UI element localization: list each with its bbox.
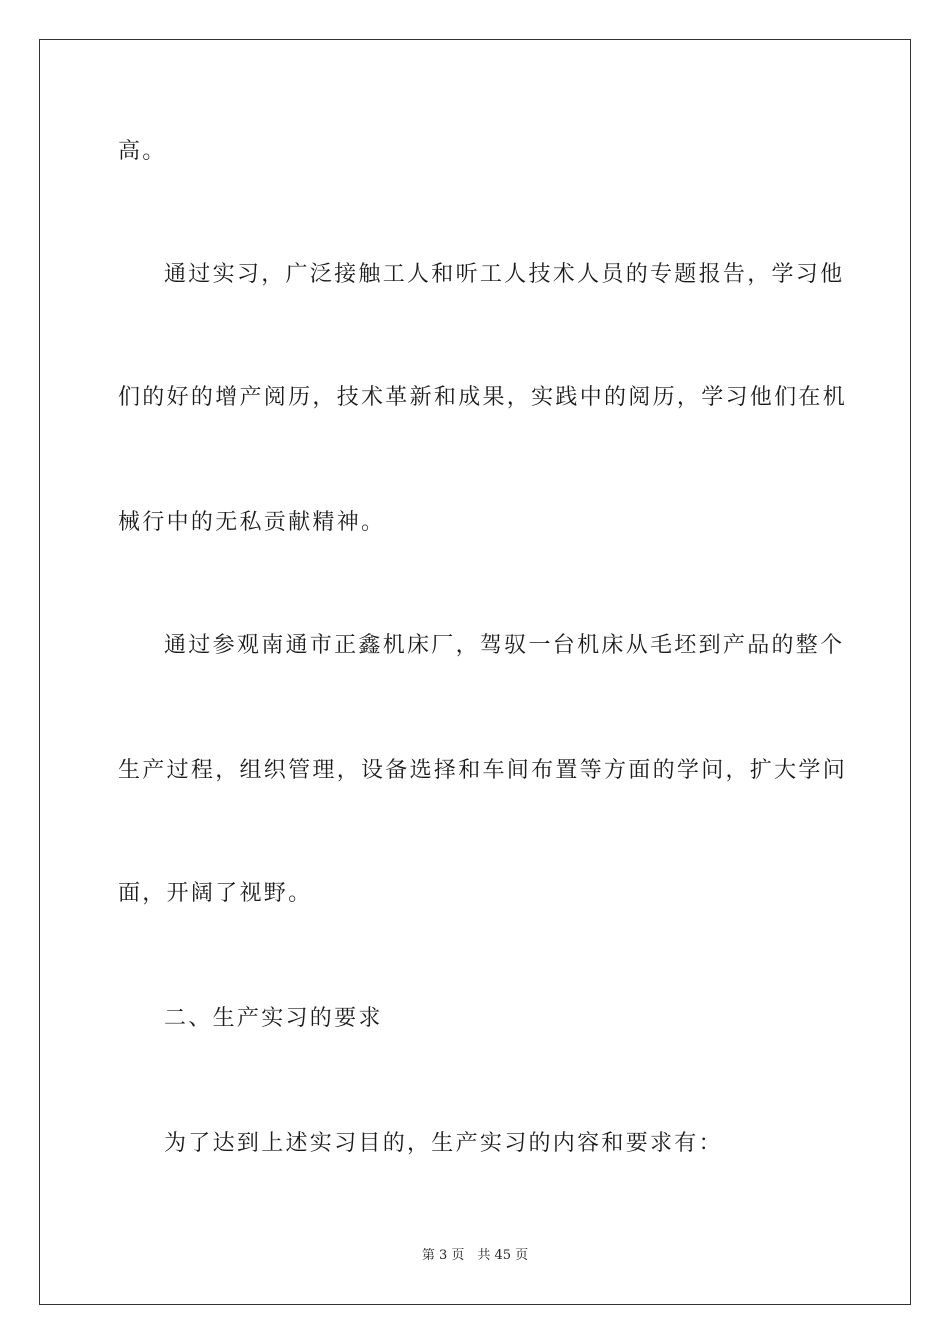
paragraph-line: 通过参观南通市正鑫机床厂，驾驭一台机床从毛坯到产品的整个 — [164, 633, 845, 658]
paragraph-line: 械行中的无私贡献精神。 — [118, 510, 386, 535]
paragraph-line: 高。 — [118, 139, 167, 164]
paragraph-line: 面，开阔了视野。 — [118, 881, 313, 906]
paragraph-line: 生产过程，组织管理，设备选择和车间布置等方面的学问，扩大学问 — [118, 758, 848, 783]
section-heading: 二、生产实习的要求 — [164, 1006, 383, 1031]
paragraph-line: 为了达到上述实习目的，生产实习的内容和要求有： — [164, 1131, 723, 1156]
page-number-footer: 第 3 页 共 45 页 — [421, 1248, 529, 1263]
paragraph-line: 们的好的增产阅历，技术革新和成果，实践中的阅历，学习他们在机 — [118, 385, 848, 410]
page-border — [39, 39, 911, 1305]
paragraph-line: 通过实习，广泛接触工人和听工人技术人员的专题报告，学习他 — [164, 262, 845, 287]
